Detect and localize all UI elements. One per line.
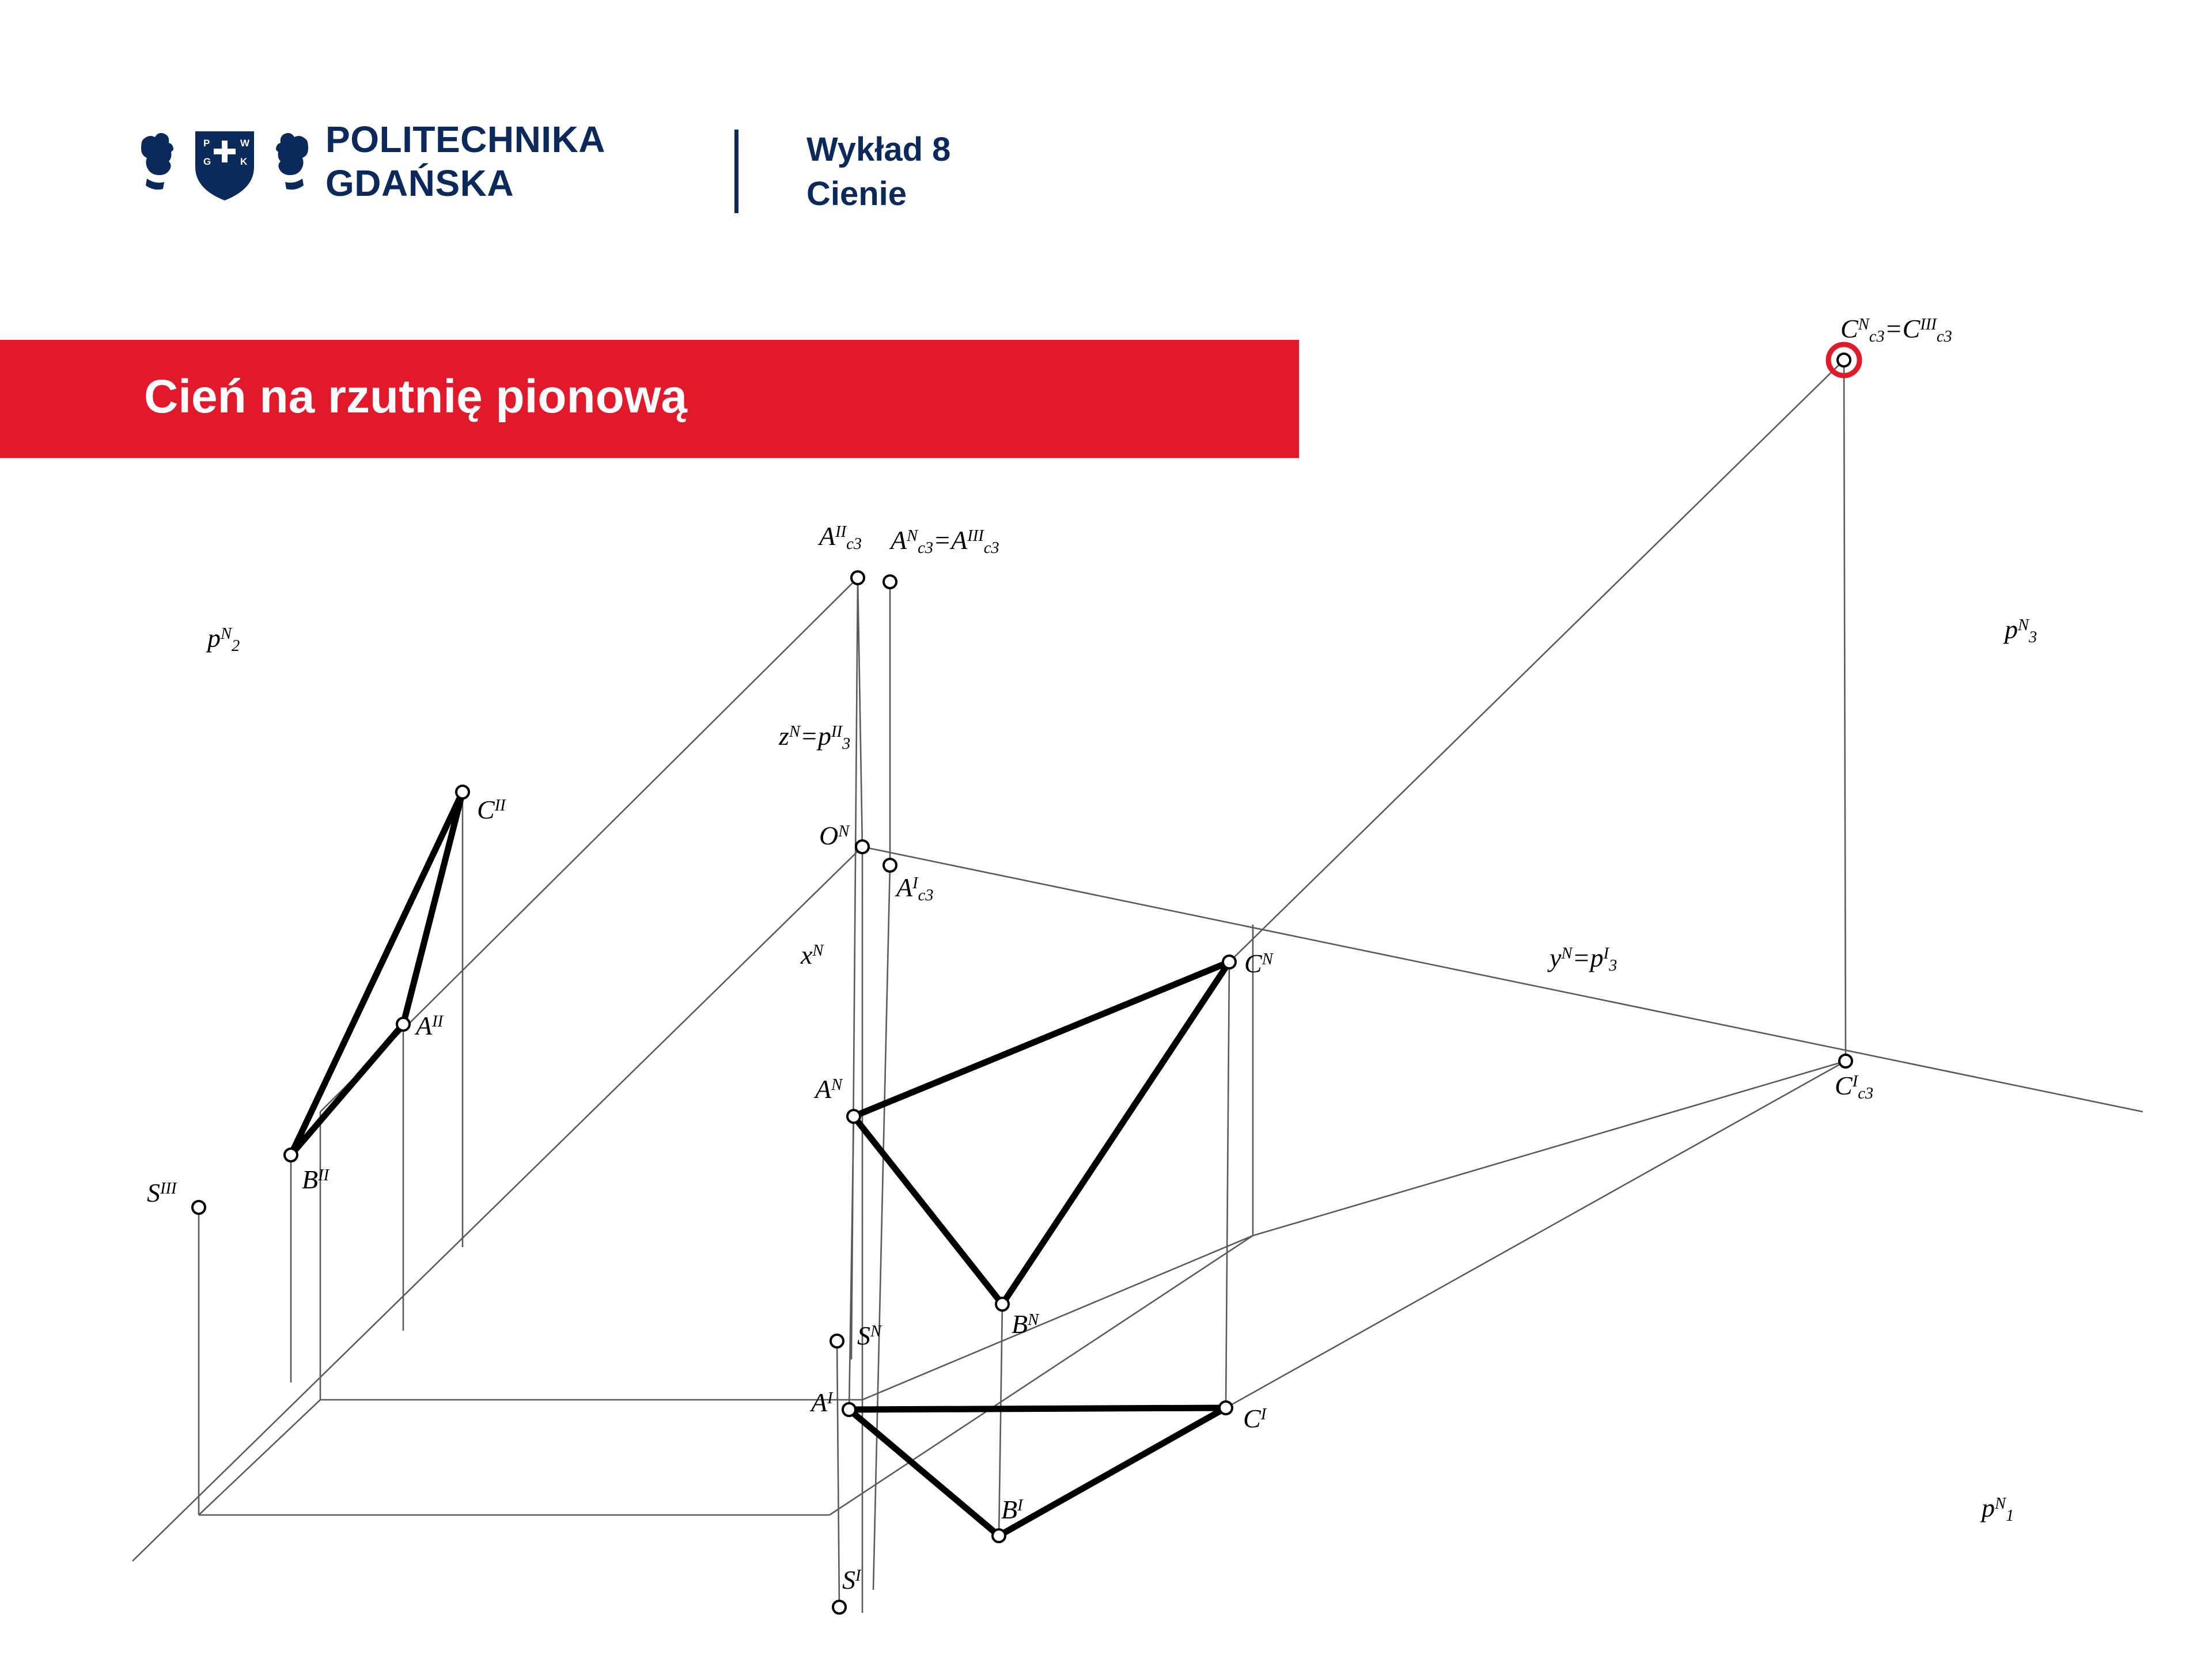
point-CII: [456, 786, 469, 798]
point-BN: [996, 1298, 1009, 1310]
svg-text:W: W: [240, 137, 250, 149]
label-CII: $C^{II}$: [477, 795, 506, 824]
plane1-edge-c: [1253, 1061, 1846, 1236]
label-BI: $B^I$: [1001, 1495, 1023, 1524]
plane1-edge-a: [862, 1236, 1253, 1400]
construction-lines: [132, 360, 2143, 1613]
svg-text:P: P: [203, 137, 210, 149]
triangle-ABC-axonometric: [854, 962, 1229, 1304]
label-Ac3II: $A^{II}_{c3}$: [819, 521, 862, 554]
university-name-line1: POLITECHNIKA: [325, 119, 605, 160]
label-AN: $A^N$: [815, 1074, 843, 1104]
label-ON: $O^N$: [819, 821, 850, 850]
label-p2N: $p^N_2$: [207, 623, 240, 656]
svg-text:G: G: [203, 156, 211, 167]
label-Cc3I: $C^I_{c3}$: [1835, 1071, 1874, 1103]
vertical-SN-SI: [837, 1341, 839, 1607]
point-SI: [833, 1601, 846, 1613]
label-AI: $A^I$: [811, 1388, 833, 1417]
university-name-line2: GDAŃSKA: [325, 162, 514, 204]
triangle-ABC-horizontal-projection: [849, 1408, 1226, 1536]
label-yN: $y^N=p^I_3$: [1550, 943, 1618, 975]
label-p3N: $p^N_3$: [2005, 615, 2037, 647]
point-SN: [831, 1335, 843, 1347]
point-AII: [397, 1018, 410, 1031]
lecture-topic: Cienie: [806, 175, 907, 213]
label-SI: $S^I$: [842, 1565, 861, 1594]
point-Ac3II: [851, 571, 864, 584]
label-SN: $S^N$: [857, 1321, 882, 1350]
label-BII: $B^{II}$: [302, 1165, 329, 1194]
lecture-number: Wykład 8: [806, 131, 951, 168]
triangles: [291, 792, 1229, 1536]
vertex-points: [192, 344, 1859, 1613]
line-CI-to-Cc3I: [1226, 1061, 1846, 1408]
vertical-CN-CI: [1226, 962, 1229, 1408]
label-CI: $C^I$: [1243, 1404, 1267, 1433]
label-p1N: $p^N_1$: [1982, 1493, 2014, 1525]
point-BI: [993, 1529, 1005, 1542]
label-zN: $z^N=p^{II}_3$: [779, 721, 851, 753]
label-AII: $A^{II}$: [416, 1011, 444, 1040]
axis-xN: [132, 847, 862, 1561]
point-Cc3I: [1839, 1055, 1852, 1067]
plane1-edge-b: [830, 1236, 1253, 1515]
point-CN: [1223, 956, 1236, 968]
point-AN: [847, 1110, 860, 1123]
axis-zN-upper: [858, 578, 862, 847]
shadow-ray-CN-to-Cc3N: [1229, 360, 1844, 962]
point-Ac3I: [884, 859, 896, 872]
label-xN: $x^N$: [801, 940, 824, 969]
label-CN: $C^N$: [1244, 949, 1273, 978]
axis-yN: [862, 847, 2143, 1112]
point-Ac3N: [884, 575, 896, 588]
label-BN: $B^N$: [1012, 1309, 1039, 1339]
point-ON: [856, 840, 869, 853]
point-AI: [843, 1403, 855, 1416]
page-title: Cień na rzutnię pionową: [144, 370, 688, 423]
vertical-Cc3N-Cc3I: [1844, 360, 1846, 1061]
label-Cc3N: $C^N_{c3}=C^{III}_{c3}$: [1840, 314, 1952, 346]
edge-plane-diag-1: [199, 1400, 320, 1515]
label-Ac3N: $A^N_{c3}=A^{III}_{c3}$: [891, 525, 999, 558]
label-Ac3I: $A^I_{c3}$: [896, 873, 934, 905]
svg-text:K: K: [240, 156, 248, 167]
triangle-ABC-vertical-projection: [291, 792, 463, 1155]
vertical-AN-AI: [849, 1116, 854, 1410]
point-SIII: [192, 1201, 205, 1214]
label-SIII: $S^{III}$: [147, 1178, 177, 1207]
point-CI: [1219, 1402, 1232, 1414]
point-BII: [285, 1149, 297, 1161]
